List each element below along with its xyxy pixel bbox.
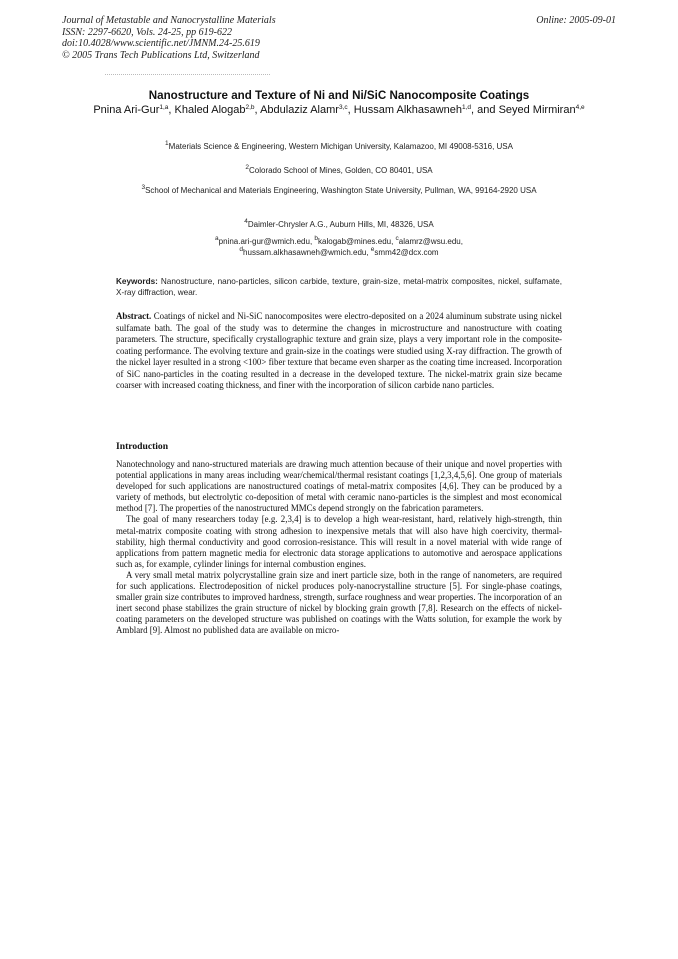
affiliation-marker: 1 <box>165 140 169 147</box>
affiliation-3 <box>130 185 548 196</box>
email-marker: b <box>314 235 319 242</box>
online-date: Online: 2005-09-01 <box>536 15 616 26</box>
email-line-1 <box>92 236 586 247</box>
email-link[interactable]: kalogab@mines.edu, <box>318 237 394 246</box>
abstract-text: Coatings of nickel and Ni-SiC nanocomposites were electro-deposited on a 2024 aluminum substrate using nickel sulfamate bath. The goal of the study was to determine the changes in microstructure and nanostructure with coating parameters. The structure, specifically crystallographic texture and grain size, plays a very important role in the composite-coating performance. The evolving texture and grain-size in the coatings were studied using X-ray diffraction. The growth of the nickel layer resulted in a strong <100> fiber texture that became even sharper as the coating time increased. Incorporation of SiC nano-particles in the coating resulted in a decrease in the developed texture. The nickel-matrix grain size became coarser with increased coating thickness, and finer with the incorporation of silicon carbide nano particles. <box>116 311 562 390</box>
author-conjunction: and <box>477 104 496 116</box>
introduction-body <box>116 459 562 637</box>
copyright-line: © 2005 Trans Tech Publications Ltd, Switzerland <box>62 49 260 61</box>
abstract-label: Abstract. <box>116 311 152 321</box>
affiliation-text: Materials Science & Engineering, Western Michigan University, Kalamazoo, MI 49008-5316, USA <box>168 142 513 151</box>
keywords-text: Nanostructure, nano-particles, silicon carbide, texture, grain-size, metal-matrix composites, nickel, sulfamate, X-ray diffraction, wear. <box>116 277 562 297</box>
doi-line[interactable]: doi:10.4028/www.scientific.net/JMNM.24-25.619 <box>62 38 260 49</box>
author-marker: 3,c <box>338 104 348 111</box>
author-name: Seyed Mirmiran <box>498 104 576 116</box>
author-marker: 2,b <box>245 104 255 111</box>
paper-title: Nanostructure and Texture of Ni and Ni/SiC Nanocomposite Coatings <box>148 89 530 102</box>
keywords-label: Keywords: <box>116 277 158 286</box>
affiliation-2 <box>92 165 586 176</box>
issn-line: ISSN: 2297-6620, Vols. 24-25, pp 619-622 <box>62 26 232 38</box>
email-marker: e <box>370 246 375 253</box>
author-name: Khaled Alogab <box>174 104 246 116</box>
author-marker: 4,e <box>575 104 585 111</box>
header-divider <box>105 74 270 75</box>
email-link[interactable]: hussam.alkhasawneh@wmich.edu, <box>243 248 369 257</box>
keywords-block <box>116 276 562 298</box>
author-name: Hussam Alkhasawneh <box>353 104 462 116</box>
journal-name: Journal of Metastable and Nanocrystalline Materials <box>62 15 276 26</box>
email-link[interactable]: alamrz@wsu.edu, <box>398 237 463 246</box>
author-list <box>92 103 586 118</box>
affiliation-4 <box>92 219 586 230</box>
author-name: Pnina Ari-Gur <box>93 104 160 116</box>
affiliation-text: Colorado School of Mines, Golden, CO 80401, USA <box>248 166 433 175</box>
affiliation-marker: 4 <box>244 218 248 225</box>
paragraph: A very small metal matrix polycrystalline grain size and inert particle size, both in the range of nanometers, are required for such applications. Electrodeposition of nickel produces poly-nanocrystalline structure [5]. For single-phase coatings, smaller grain size contributes to improved hardness, strength, surface roughness and wear properties. The incorporation of an inert second phase stabilizes the grain structure of nickel by blocking grain growth [7,8]. Research on the effects of nickel-coating parameters on the developed structure was published on coatings with the Watts solution, for example the work by Amblard [9]. Almost no published data are available on micro- <box>116 569 562 636</box>
affiliation-text: Daimler-Chrysler A.G., Auburn Hills, MI, 48326, USA <box>247 220 434 229</box>
author-marker: 1,d <box>461 104 472 111</box>
email-marker: c <box>395 235 399 242</box>
paragraph: Nanotechnology and nano-structured materials are drawing much attention because of their unique and novel properties with potential applications in many areas including wear/chemical/thermal resistant coatings [1,2,3,4,5,6]. One group of materials developed for such applications are nanostructured coatings of metal-matrix composites [4,6]. They can be produced by a variety of methods, but electrolytic co-deposition of metal with ceramic nano-particles is the simplest and most economical method [7]. The properties of the nanostructured MMCs depend strongly on the fabrication parameters. <box>116 459 562 514</box>
email-marker: a <box>215 235 219 242</box>
affiliation-marker: 3 <box>141 184 146 191</box>
section-heading-introduction: Introduction <box>116 441 169 452</box>
affiliation-marker: 2 <box>245 164 249 171</box>
paragraph: The goal of many researchers today [e.g. 2,3,4] is to develop a high wear-resistant, hard, relatively high-strength, thin metal-matrix composite coating with strong adhesion to inexpensive metals that will also have high coercivity, thermal-stability, high thermal conductivity and good corrosion-resistance. This will result in a novel material with wide range of applications from pattern magnetic media for electronic data storage applications to automotive and aerospace applications such as, for example, cylinder linings for internal combustion engines. <box>116 514 562 569</box>
email-marker: d <box>239 246 244 253</box>
author-separator: , <box>471 104 475 116</box>
affiliation-1 <box>92 141 586 152</box>
journal-header <box>62 15 616 61</box>
author-separator: , <box>168 104 172 116</box>
author-separator: , <box>254 104 258 116</box>
author-separator: , <box>347 104 351 116</box>
author-marker: 1,a <box>159 104 169 111</box>
email-link[interactable]: pnina.ari-gur@wmich.edu, <box>218 237 313 246</box>
email-line-2 <box>92 247 586 258</box>
abstract-block <box>116 311 562 392</box>
email-link[interactable]: smm42@dcx.com <box>374 248 439 257</box>
affiliation-text: School of Mechanical and Materials Engineering, Washington State University, Pullman, WA, 99164-2920 USA <box>145 186 537 195</box>
author-name: Abdulaziz Alamr <box>260 104 339 116</box>
